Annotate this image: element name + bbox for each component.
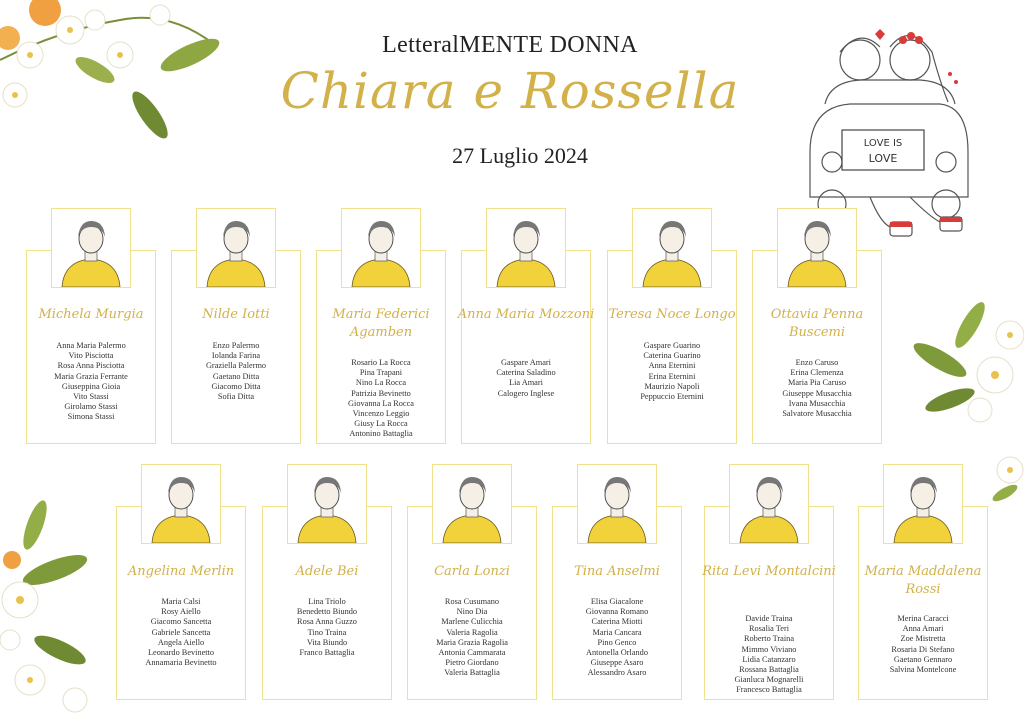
guest-name: Valeria Battaglia (444, 668, 500, 678)
portrait-sketch-icon (778, 209, 856, 287)
guest-name: Maria Pia Caruso (787, 378, 847, 388)
guest-list-adele-bei (252, 597, 402, 658)
guest-name: Nino La Rocca (355, 378, 407, 388)
portrait-michela-murgia (51, 208, 131, 288)
guest-name: Patrizia Bevinetto (351, 388, 411, 398)
guest-name: Anna Amari (902, 624, 944, 634)
table-name-carla-lonzi: Carla Lonzi (434, 564, 510, 579)
portrait-anna-maria-mozzoni (486, 208, 566, 288)
portrait-sketch-icon (633, 209, 711, 287)
guest-name: Giovanna La Rocca (348, 398, 414, 408)
guest-name: Pina Trapani (359, 368, 403, 378)
guest-name: Pino Genco (597, 637, 637, 647)
table-name-anna-maria-mozzoni: Anna Maria Mozzoni (457, 307, 595, 322)
guest-list-anna-maria-mozzoni (451, 358, 601, 399)
flower-decoration-right (900, 300, 1024, 430)
table-name-rita-levi-montalcini: Rita Levi Montalcini (702, 564, 836, 579)
portrait-ottavia-penna-buscemi (777, 208, 857, 288)
guest-name: Antonino Battaglia (349, 429, 413, 439)
guest-name: Caterina Miotti (591, 617, 643, 627)
guest-name: Merina Caracci (897, 614, 949, 623)
table-name-michela-murgia: Michela Murgia (38, 307, 144, 322)
guest-name: Antonella Orlando (586, 648, 648, 658)
table-name-tina-anselmi: Tina Anselmi (574, 564, 660, 579)
guest-name: Rosy Aiello (161, 607, 201, 617)
guest-name: Rosaria Di Stefano (891, 644, 955, 654)
guest-name: Francesco Battaglia (736, 685, 802, 695)
guest-name: Benedetto Biundo (296, 607, 358, 617)
guest-name: Giuseppina Gioia (61, 381, 121, 391)
guest-name: Antonia Cammarata (438, 648, 506, 658)
guest-list-nilde-iotti (161, 341, 311, 402)
guest-name: Salvatore Musacchia (782, 409, 852, 419)
guest-name: Lidia Catanzaro (742, 654, 796, 664)
portrait-rita-levi-montalcini (729, 464, 809, 544)
guest-name: Giacomo Sancetta (150, 617, 212, 627)
flower-decoration-bottom-left (0, 500, 110, 720)
guest-name: Gaetano Gennaro (893, 654, 953, 664)
guest-name: Rosa Cusumano (444, 597, 500, 606)
portrait-maria-maddalena-rossi (883, 464, 963, 544)
brand-title: LetteralMENTE DONNA (382, 32, 638, 58)
guest-name: Erina Eternini (648, 371, 696, 381)
table-name-angelina-merlin: Angelina Merlin (127, 564, 235, 579)
guest-name: Annamaria Bevinetto (145, 658, 217, 668)
guest-name: Erina Clemenza (790, 368, 844, 378)
car-sign-line1: LOVE IS (863, 138, 903, 149)
guest-list-ottavia-penna-buscemi (742, 358, 892, 419)
table-name-ottavia-penna-buscemi: Ottavia Penna Buscemi (770, 307, 864, 340)
guest-name: Maria Cancara (592, 627, 642, 637)
couple-names: Chiara e Rossella (280, 62, 740, 120)
portrait-sketch-icon (730, 465, 808, 543)
guest-name: Alessandro Asaro (587, 668, 647, 678)
guest-name: Caterina Saladino (496, 368, 556, 378)
table-name-teresa-noce-longo: Teresa Noce Longo (608, 307, 736, 322)
guest-list-teresa-noce-longo (597, 341, 747, 402)
guest-name: Maria Calsi (161, 597, 201, 606)
portrait-sketch-icon (433, 465, 511, 543)
guest-list-maria-federici-agamben (306, 358, 456, 440)
guest-name: Rosa Anna Pisciotta (57, 361, 125, 371)
guest-name: Calogero Inglese (497, 388, 555, 398)
guest-name: Rosalia Teri (748, 624, 790, 634)
guest-name: Peppuccio Eternini (640, 392, 704, 402)
guest-name: Roberto Traina (743, 634, 794, 644)
table-name-nilde-iotti: Nilde Iotti (202, 307, 270, 322)
portrait-teresa-noce-longo (632, 208, 712, 288)
guest-name: Gaetano Ditta (212, 371, 260, 381)
table-name-maria-federici-agamben: Maria Federici Agamben (332, 307, 430, 340)
guest-name: Lina Triolo (308, 597, 346, 606)
guest-name: Iolanda Farina (211, 351, 261, 361)
guest-name: Sofia Ditta (217, 392, 255, 402)
guest-name: Zoe Mistretta (900, 634, 946, 644)
guest-name: Valeria Ragolia (446, 627, 498, 637)
guest-name: Vito Stassi (73, 392, 109, 402)
guest-list-maria-maddalena-rossi (848, 614, 998, 675)
guest-name: Graziella Palermo (205, 361, 267, 371)
guest-name: Maurizio Napoli (644, 381, 700, 391)
guest-name: Gaspare Amari (501, 358, 551, 367)
guest-name: Rosario La Rocca (351, 358, 411, 367)
event-date: 27 Luglio 2024 (452, 143, 588, 168)
guest-name: Enzo Palermo (212, 341, 260, 350)
guest-name: Ivana Musacchia (788, 398, 846, 408)
guest-name: Pietro Giordano (445, 658, 499, 668)
car-sign-line2: LOVE (868, 152, 898, 165)
guest-name: Enzo Caruso (795, 358, 839, 367)
guest-name: Giuseppe Asaro (590, 658, 644, 668)
portrait-sketch-icon (288, 465, 366, 543)
guest-name: Vita Biundo (306, 637, 348, 647)
portrait-nilde-iotti (196, 208, 276, 288)
guest-name: Lia Amari (509, 378, 543, 388)
guest-name: Tino Traina (307, 627, 347, 637)
guest-name: Vincenzo Leggio (352, 409, 410, 419)
portrait-carla-lonzi (432, 464, 512, 544)
guest-name: Rosa Anna Guzzo (297, 617, 357, 627)
guest-name: Nino Dia (456, 607, 488, 617)
portrait-sketch-icon (142, 465, 220, 543)
guest-name: Giovanna Romano (585, 607, 649, 617)
guest-name: Mimmo Viviano (741, 644, 797, 654)
guest-name: Franco Battaglia (299, 648, 355, 658)
guest-list-rita-levi-montalcini (694, 614, 844, 696)
guest-name: Anna Maria Palermo (56, 341, 126, 350)
guest-name: Rossana Battaglia (739, 665, 799, 675)
guest-name: Girolamo Stassi (64, 402, 118, 412)
guest-name: Anna Eternini (648, 361, 696, 371)
guest-list-michela-murgia (16, 341, 166, 423)
guest-list-carla-lonzi (397, 597, 547, 679)
guest-name: Simona Stassi (67, 412, 115, 422)
guest-name: Gianluca Mognarelli (734, 675, 804, 685)
portrait-angelina-merlin (141, 464, 221, 544)
portrait-sketch-icon (342, 209, 420, 287)
portrait-maria-federici-agamben (341, 208, 421, 288)
guest-name: Elisa Giacalone (590, 597, 644, 606)
guest-name: Vito Pisciotta (68, 351, 114, 361)
guest-name: Giacomo Ditta (211, 381, 261, 391)
guest-name: Leonardo Bevinetto (147, 648, 215, 658)
guest-name: Giuseppe Musacchia (782, 388, 852, 398)
guest-name: Salvina Montelcone (889, 665, 957, 675)
guest-list-tina-anselmi (542, 597, 692, 679)
portrait-sketch-icon (197, 209, 275, 287)
portrait-tina-anselmi (577, 464, 657, 544)
portrait-adele-bei (287, 464, 367, 544)
flower-decoration-bottom-right (985, 445, 1024, 505)
guest-name: Angela Aiello (157, 637, 205, 647)
table-name-adele-bei: Adele Bei (295, 564, 359, 579)
guest-name: Davide Traina (745, 614, 793, 623)
portrait-sketch-icon (487, 209, 565, 287)
guest-name: Gaspare Guarino (643, 341, 701, 350)
guest-name: Maria Grazia Ferrante (54, 371, 128, 381)
guest-name: Marlene Culicchia (441, 617, 503, 627)
guest-name: Giusy La Rocca (354, 419, 408, 429)
guest-name: Maria Grazia Ragolia (436, 637, 508, 647)
guest-name: Caterina Guarino (643, 351, 701, 361)
guest-list-angelina-merlin (106, 597, 256, 668)
guest-name: Gabriele Sancetta (151, 627, 211, 637)
table-name-maria-maddalena-rossi: Maria Maddalena Rossi (864, 564, 982, 597)
portrait-sketch-icon (52, 209, 130, 287)
portrait-sketch-icon (578, 465, 656, 543)
flower-decoration-top-left (0, 0, 230, 150)
portrait-sketch-icon (884, 465, 962, 543)
